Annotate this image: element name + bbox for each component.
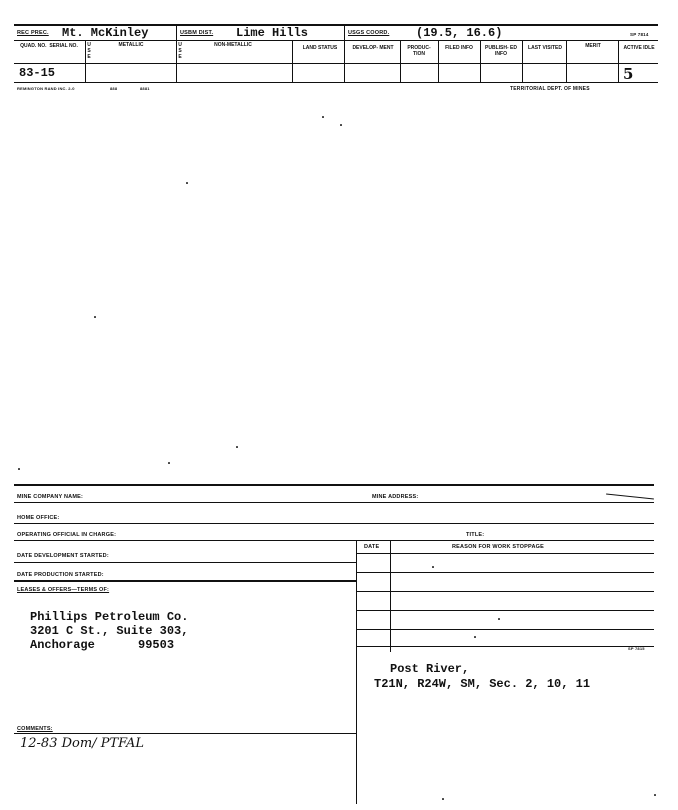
mine-location (374, 662, 590, 692)
rec-prec-value: Mt. McKinley (62, 26, 149, 40)
col-published-info: PUBLISH- ED INFO (485, 45, 517, 57)
col-use-nonmetallic: U S E (178, 42, 182, 60)
scan-speck (186, 182, 188, 184)
rec-prec-label: REC PREC. (17, 30, 49, 36)
reason-col-label: REASON FOR WORK STOPPAGE (452, 544, 544, 550)
active-idle-value: 5 (623, 65, 634, 83)
scan-speck (498, 618, 500, 620)
form-code-top: SP 7814 (630, 32, 649, 37)
usbm-dist-value: Lime Hills (236, 26, 309, 40)
scan-speck (322, 116, 324, 118)
leases-offers-label: LEASES & OFFERS—TERMS OF: (17, 587, 110, 593)
comments-value: 12-83 Dom/ PTFAL (20, 736, 145, 751)
scan-speck (474, 636, 476, 638)
printer-code-1: 888 (110, 86, 118, 91)
col-active-idle: ACTIVE IDLE (623, 45, 655, 51)
printer-footer: REMINGTON RAND INC. 2-0 (17, 86, 75, 91)
scan-speck (236, 446, 238, 448)
col-production: PRODUC- TION (407, 45, 431, 57)
lessee-name: Phillips Petroleum Co. (30, 610, 189, 624)
scan-speck (654, 794, 656, 796)
quad-serial-value: 83-15 (19, 66, 56, 80)
lessee-city-zip: Anchorage 99503 (30, 638, 175, 652)
col-quad-serial: QUAD. NO. SERIAL NO. (20, 43, 78, 49)
col-filed-info: FILED INFO (445, 45, 473, 51)
location-legal: T21N, R24W, SM, Sec. 2, 10, 11 (374, 677, 591, 691)
date-col-label: DATE (364, 544, 380, 550)
date-production-started-label: DATE PRODUCTION STARTED: (17, 572, 104, 578)
form-code-bottom: SP 7815 (628, 646, 645, 651)
lessee-street: 3201 C St., Suite 303, (30, 624, 189, 638)
operating-official-label: OPERATING OFFICIAL IN CHARGE: (17, 532, 117, 538)
scan-speck (18, 468, 20, 470)
lessee-address (30, 610, 188, 652)
col-metallic: METALLIC (118, 42, 144, 48)
scan-speck (94, 316, 96, 318)
col-use-metallic: U S E (87, 42, 91, 60)
printer-code-2: 8881 (140, 86, 150, 91)
col-last-visited: LAST VISITED (528, 45, 562, 51)
territorial-dept-footer: TERRITORIAL DEPT. OF MINES (510, 86, 590, 92)
home-office-label: HOME OFFICE: (17, 515, 60, 521)
usgs-coord-value: (19.5, 16.6) (416, 26, 503, 40)
comments-label: COMMENTS: (17, 726, 53, 732)
col-merit: MERIT (585, 43, 601, 49)
title-label: TITLE: (466, 532, 485, 538)
scan-speck (340, 124, 342, 126)
mine-company-name-label: MINE COMPANY NAME: (17, 494, 84, 500)
usbm-dist-label: USBM DIST. (180, 30, 214, 36)
col-nonmetallic: NON-METALLIC (214, 42, 252, 48)
mine-address-label: MINE ADDRESS: (372, 494, 419, 500)
scan-speck (442, 798, 444, 800)
scan-speck (168, 462, 170, 464)
usgs-coord-label: USGS COORD. (348, 30, 390, 36)
scan-speck (432, 566, 434, 568)
col-development: DEVELOP- MENT (352, 45, 394, 51)
col-land-status: LAND STATUS (302, 45, 338, 51)
date-development-started-label: DATE DEVELOPMENT STARTED: (17, 553, 109, 559)
location-river: Post River, (390, 662, 470, 676)
